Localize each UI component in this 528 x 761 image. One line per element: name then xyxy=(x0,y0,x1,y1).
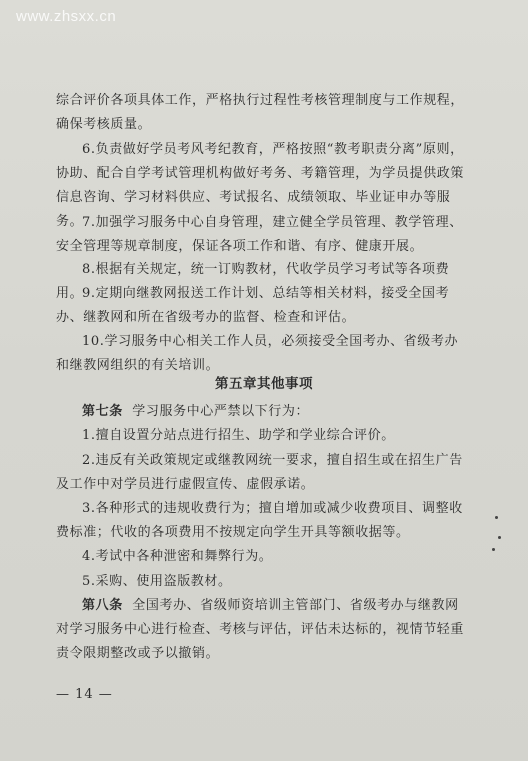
watermark: www.zhsxx.cn xyxy=(16,8,117,25)
paragraph-item-8: 8.根据有关规定，统一订购教材，代收学员学习考试等各项费用。 xyxy=(56,262,450,301)
article-7-label: 第七条 xyxy=(82,404,123,419)
article-8-text: 全国考办、省级师资培训主管部门、省级考办与继教网对学习服务中心进行检查、考核与评估，评估未达标的，视情节轻重责令限期整改或予以撤销。 xyxy=(56,598,465,661)
article-7-item-4: 4.考试中各种泄密和舞弊行为。 xyxy=(82,549,273,564)
article-8-label: 第八条 xyxy=(82,598,123,613)
article-7-item-5: 5.采购、使用盗版教材。 xyxy=(82,574,232,589)
article-7 xyxy=(56,400,470,424)
article-8 xyxy=(56,594,470,666)
paragraph-item-10: 10.学习服务中心相关工作人员，必须接受全国考办、省级考办和继教网组织的有关培训。 xyxy=(56,334,459,373)
page-number: — 14 — xyxy=(56,687,113,702)
scan-speck xyxy=(495,516,498,519)
scan-speck xyxy=(492,548,495,551)
paragraph-continuation: 综合评价各项具体工作，严格执行过程性考核管理制度与工作规程，确保考核质量。 xyxy=(56,93,465,132)
article-7-text: 学习服务中心严禁以下行为： xyxy=(132,404,310,419)
scan-speck xyxy=(498,536,501,539)
article-7-item-1: 1.擅自设置分站点进行招生、助学和学业综合评价。 xyxy=(82,428,395,443)
chapter-heading: 第五章其他事项 xyxy=(215,376,313,392)
paragraph-item-7: 7.加强学习服务中心自身管理，建立健全学员管理、教学管理、安全管理等规章制度，保证各项工作和谐、有序、健康开展。 xyxy=(56,215,463,254)
paragraph-item-6: 6.负责做好学员考风考纪教育，严格按照“教考职责分离”原则，协助、配合自学考试管理机构做好考务、考籍管理，为学员提供政策信息咨询、学习材料供应、考试报名、成绩领取、毕业证申办等服务。 xyxy=(56,142,465,229)
article-7-item-2: 2.违反有关政策规定或继教网统一要求，擅自招生或在招生广告及工作中对学员进行虚假宣传、虚假承诺。 xyxy=(56,453,463,492)
article-7-item-3: 3.各种形式的违规收费行为；擅自增加或减少收费项目、调整收费标准；代收的各项费用不按规定向学生开具等额收据等。 xyxy=(56,501,463,540)
paragraph-item-9: 9.定期向继教网报送工作计划、总结等相关材料，接受全国考办、继教网和所在省级考办的监督、检查和评估。 xyxy=(56,286,450,325)
